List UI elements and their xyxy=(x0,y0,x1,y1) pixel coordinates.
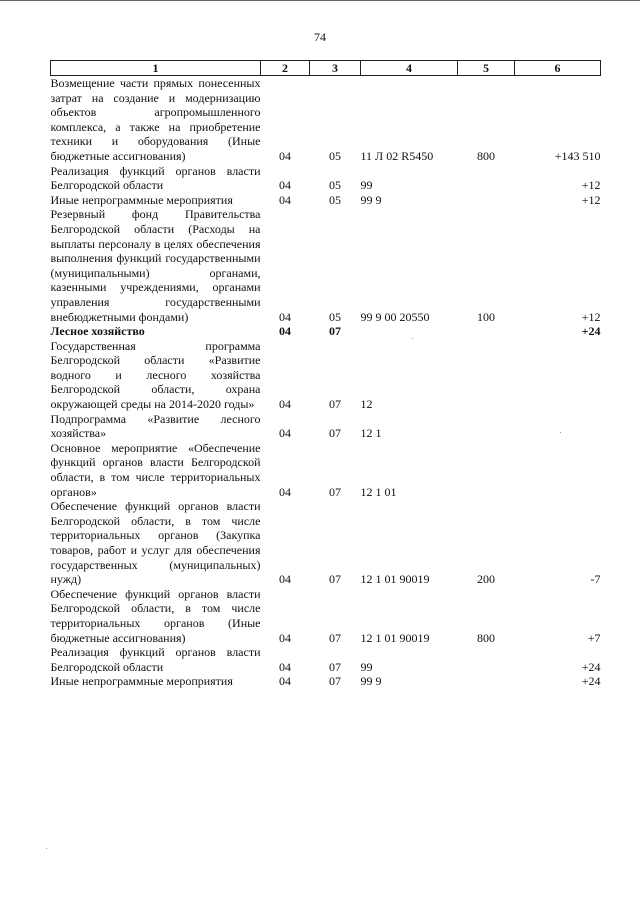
header-col-6: 6 xyxy=(515,61,601,76)
row-amount: +24 xyxy=(581,674,601,689)
row-subsection-code: 07 xyxy=(329,630,341,645)
scan-speck xyxy=(46,848,47,849)
row-section-code: 04 xyxy=(279,397,291,412)
row-subsection-code: 05 xyxy=(329,309,341,324)
table-row xyxy=(51,412,601,441)
row-amount: +143 510 xyxy=(554,148,601,163)
table-header-row xyxy=(51,61,601,76)
table-row xyxy=(51,193,601,208)
row-target-article: 11 Л 02 R5450 xyxy=(360,148,434,163)
row-target-article: 12 1 xyxy=(360,426,382,441)
row-subsection-code: 07 xyxy=(329,426,341,441)
row-section-code: 04 xyxy=(279,630,291,645)
row-target-article: 12 xyxy=(360,397,373,412)
row-target-article: 99 xyxy=(360,659,373,674)
row-amount xyxy=(515,339,601,412)
table-row xyxy=(51,441,601,499)
row-expense-type xyxy=(458,324,515,339)
scan-speck xyxy=(412,338,413,339)
row-description: Реализация функций органов власти Белгородской области xyxy=(50,645,261,674)
row-description: Лесное хозяйство xyxy=(50,324,145,339)
row-amount: +24 xyxy=(581,324,601,339)
row-target-article: 12 1 01 xyxy=(360,484,397,499)
budget-table-container xyxy=(50,60,600,689)
row-subsection-code: 07 xyxy=(329,324,341,339)
row-amount: +12 xyxy=(581,309,601,324)
row-amount xyxy=(515,441,601,499)
row-section-code: 04 xyxy=(279,148,291,163)
row-section-code: 04 xyxy=(279,178,291,193)
row-description: Обеспечение функций органов власти Белгородской области, в том числе территориальных органов (Закупка товаров, работ и услуг для обеспечения государственных (муниципальных) нужд) xyxy=(50,499,261,587)
table-row xyxy=(51,324,601,339)
row-description: Резервный фонд Правительства Белгородской области (Расходы на выплаты персоналу в целях обеспечения выполнения функций государственными (муниципальными) органами, казенными учреждениями, органами управления государственными внебюджетными фондами) xyxy=(50,207,261,324)
row-expense-type xyxy=(458,412,515,441)
row-section-code: 04 xyxy=(279,426,291,441)
row-expense-type xyxy=(458,441,515,499)
table-row xyxy=(51,339,601,412)
table-row xyxy=(51,587,601,645)
header-col-4: 4 xyxy=(361,61,458,76)
row-target-article: 99 xyxy=(360,178,373,193)
row-target-article: 99 9 xyxy=(360,674,382,689)
row-amount: +12 xyxy=(581,178,601,193)
row-subsection-code: 05 xyxy=(329,178,341,193)
row-expense-type xyxy=(458,164,515,193)
row-description: Иные непрограммные мероприятия xyxy=(50,674,233,689)
row-section-code: 04 xyxy=(279,572,291,587)
row-target-article: 12 1 01 90019 xyxy=(360,630,430,645)
row-subsection-code: 07 xyxy=(329,484,341,499)
row-section-code: 04 xyxy=(279,324,291,339)
table-row xyxy=(51,674,601,689)
row-subsection-code: 07 xyxy=(329,659,341,674)
scan-speck xyxy=(560,432,561,433)
row-amount: -7 xyxy=(590,572,601,587)
row-description: Государственная программа Белгородской области «Развитие водного и лесного хозяйства Белгородской области, охрана окружающей среды на 2014-2020 годы» xyxy=(50,338,261,412)
row-expense-type xyxy=(458,674,515,689)
row-section-code: 04 xyxy=(279,659,291,674)
row-expense-type xyxy=(458,645,515,674)
header-col-5: 5 xyxy=(458,61,515,76)
row-amount xyxy=(515,412,601,441)
row-description: Иные непрограммные мероприятия xyxy=(50,192,233,207)
header-col-3: 3 xyxy=(310,61,361,76)
row-section-code: 04 xyxy=(279,484,291,499)
row-subsection-code: 05 xyxy=(329,192,341,207)
row-expense-type xyxy=(458,193,515,208)
table-row xyxy=(51,207,601,324)
row-section-code: 04 xyxy=(279,192,291,207)
row-amount: +7 xyxy=(587,630,601,645)
header-col-1: 1 xyxy=(51,61,261,76)
row-expense-type xyxy=(458,339,515,412)
row-subsection-code: 07 xyxy=(329,572,341,587)
row-subsection-code: 05 xyxy=(329,148,341,163)
row-subsection-code: 07 xyxy=(329,397,341,412)
row-description: Реализация функций органов власти Белгородской области xyxy=(50,163,261,193)
row-expense-type: 800 xyxy=(477,630,495,645)
table-row xyxy=(51,645,601,674)
table-row xyxy=(51,499,601,587)
row-expense-type: 200 xyxy=(477,572,495,587)
row-amount: +24 xyxy=(581,659,601,674)
header-col-2: 2 xyxy=(261,61,310,76)
row-target-article: 99 9 xyxy=(360,192,382,207)
row-description: Основное мероприятие «Обеспечение функций органов власти Белгородской области, в том числе территориальных органов» xyxy=(50,440,261,499)
row-section-code: 04 xyxy=(279,309,291,324)
budget-table xyxy=(50,60,601,689)
table-row xyxy=(51,164,601,193)
row-description: Обеспечение функций органов власти Белгородской области, в том числе территориальных органов (Иные бюджетные ассигнования) xyxy=(50,586,261,645)
row-subsection-code: 07 xyxy=(329,674,341,689)
row-target-article: 99 9 00 20550 xyxy=(360,309,430,324)
row-section-code: 04 xyxy=(279,674,291,689)
top-edge-line xyxy=(0,0,640,1)
row-description: Подпрограмма «Развитие лесного хозяйства» xyxy=(50,411,261,441)
row-target-article: 12 1 01 90019 xyxy=(360,572,430,587)
page-number: 74 xyxy=(314,30,326,44)
row-expense-type: 100 xyxy=(477,309,495,324)
row-amount: +12 xyxy=(581,192,601,207)
table-row xyxy=(51,76,601,164)
row-target-article xyxy=(361,324,458,339)
row-expense-type: 800 xyxy=(477,148,495,163)
table-body xyxy=(51,76,601,689)
row-description: Возмещение части прямых понесенных затрат на создание и модернизацию объектов агропромышленного комплекса, а также на приобретение техники и оборудования (Иные бюджетные ассигнования) xyxy=(50,76,261,163)
